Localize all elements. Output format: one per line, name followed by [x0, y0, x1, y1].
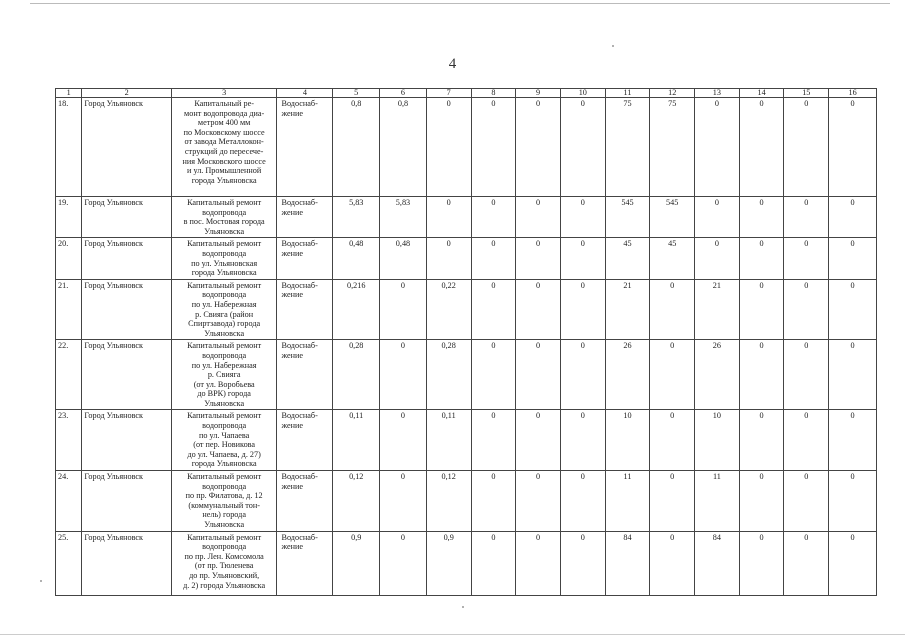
value-cell: 0	[784, 410, 829, 471]
value-cell: 0	[516, 98, 561, 197]
municipality-cell: Город Ульяновск	[82, 340, 171, 410]
value-cell: 0,8	[333, 98, 380, 197]
value-cell: 0	[560, 471, 605, 532]
value-cell: 0,9	[333, 531, 380, 595]
value-cell: 0	[829, 531, 877, 595]
value-cell: 0,12	[426, 471, 471, 532]
municipality-cell: Город Ульяновск	[82, 197, 171, 238]
column-header: 3	[171, 89, 277, 98]
column-header: 8	[471, 89, 516, 98]
scan-edge-top	[30, 3, 890, 4]
column-header: 14	[739, 89, 784, 98]
project-description-cell: Капитальный ремонт водопровода в пос. Мостовая города Ульяновска	[171, 197, 277, 238]
value-cell: 0	[471, 340, 516, 410]
row-number-cell: 20.	[56, 238, 82, 279]
project-description-cell: Капитальный ремонт водопровода по ул. Набережная р. Свияга (район Спиртзавода) города Ульяновска	[171, 279, 277, 340]
value-cell: 75	[605, 98, 650, 197]
value-cell: 0	[784, 279, 829, 340]
project-description-cell: Капитальный ремонт водопровода по пр. Лен. Комсомола (от пр. Тюленева до пр. Ульяновский, д. 2) города Ульяновска	[171, 531, 277, 595]
value-cell: 0	[560, 197, 605, 238]
value-cell: 0	[560, 410, 605, 471]
value-cell: 0	[516, 279, 561, 340]
value-cell: 0	[739, 410, 784, 471]
project-description-cell: Капитальный ремонт водопровода по пр. Филатова, д. 12 (коммунальный тон- нель) города Ульяновска	[171, 471, 277, 532]
row-number-cell: 19.	[56, 197, 82, 238]
value-cell: 0,11	[426, 410, 471, 471]
value-cell: 0	[471, 197, 516, 238]
column-header: 1	[56, 89, 82, 98]
value-cell: 0	[650, 340, 695, 410]
value-cell: 0	[471, 238, 516, 279]
value-cell: 0	[560, 340, 605, 410]
column-header: 9	[516, 89, 561, 98]
value-cell: 0	[471, 531, 516, 595]
value-cell: 75	[650, 98, 695, 197]
value-cell: 0,48	[333, 238, 380, 279]
value-cell: 84	[695, 531, 740, 595]
value-cell: 0	[380, 531, 427, 595]
page-number: 4	[448, 56, 457, 72]
value-cell: 0	[650, 531, 695, 595]
value-cell: 0	[739, 471, 784, 532]
value-cell: 0	[739, 238, 784, 279]
value-cell: 0	[739, 340, 784, 410]
table-row	[56, 471, 877, 532]
value-cell: 26	[695, 340, 740, 410]
column-header: 11	[605, 89, 650, 98]
column-header: 5	[333, 89, 380, 98]
value-cell: 0	[650, 279, 695, 340]
value-cell: 0	[560, 531, 605, 595]
category-cell: Водоснаб- жение	[277, 197, 333, 238]
table-row	[56, 279, 877, 340]
row-number-cell: 22.	[56, 340, 82, 410]
table-body	[56, 98, 877, 596]
value-cell: 0	[516, 531, 561, 595]
value-cell: 0	[471, 410, 516, 471]
value-cell: 0	[829, 471, 877, 532]
value-cell: 21	[695, 279, 740, 340]
value-cell: 0	[784, 340, 829, 410]
value-cell: 545	[605, 197, 650, 238]
table-row	[56, 340, 877, 410]
value-cell: 5,83	[380, 197, 427, 238]
column-header: 2	[82, 89, 171, 98]
scan-speck	[40, 580, 42, 582]
value-cell: 0	[739, 197, 784, 238]
value-cell: 0	[560, 98, 605, 197]
municipality-cell: Город Ульяновск	[82, 279, 171, 340]
value-cell: 0	[560, 279, 605, 340]
value-cell: 0	[426, 98, 471, 197]
value-cell: 11	[695, 471, 740, 532]
value-cell: 0	[516, 410, 561, 471]
table-row	[56, 410, 877, 471]
value-cell: 0	[380, 279, 427, 340]
column-header: 15	[784, 89, 829, 98]
column-header: 13	[695, 89, 740, 98]
value-cell: 11	[605, 471, 650, 532]
row-number-cell: 23.	[56, 410, 82, 471]
value-cell: 0	[784, 471, 829, 532]
value-cell: 0	[471, 471, 516, 532]
column-header: 16	[829, 89, 877, 98]
project-description-cell: Капитальный ремонт водопровода по ул. Набережная р. Свияга (от ул. Воробьева до ВРК) города Ульяновска	[171, 340, 277, 410]
municipality-cell: Город Ульяновск	[82, 98, 171, 197]
column-header: 10	[560, 89, 605, 98]
row-number-cell: 24.	[56, 471, 82, 532]
value-cell: 0,28	[426, 340, 471, 410]
value-cell: 0	[516, 340, 561, 410]
value-cell: 84	[605, 531, 650, 595]
project-description-cell: Капитальный ремонт водопровода по ул. Ульяновская города Ульяновска	[171, 238, 277, 279]
value-cell: 0	[695, 98, 740, 197]
value-cell: 45	[650, 238, 695, 279]
value-cell: 0	[516, 471, 561, 532]
value-cell: 0,8	[380, 98, 427, 197]
category-cell: Водоснаб- жение	[277, 410, 333, 471]
municipality-cell: Город Ульяновск	[82, 531, 171, 595]
value-cell: 0	[784, 238, 829, 279]
value-cell: 21	[605, 279, 650, 340]
value-cell: 0	[829, 98, 877, 197]
program-table	[55, 88, 877, 596]
category-cell: Водоснаб- жение	[277, 98, 333, 197]
value-cell: 0	[516, 197, 561, 238]
value-cell: 0	[739, 98, 784, 197]
category-cell: Водоснаб- жение	[277, 279, 333, 340]
value-cell: 10	[695, 410, 740, 471]
column-header: 6	[380, 89, 427, 98]
value-cell: 545	[650, 197, 695, 238]
value-cell: 0	[380, 340, 427, 410]
value-cell: 0	[784, 197, 829, 238]
header-row	[56, 89, 877, 98]
value-cell: 0	[784, 531, 829, 595]
value-cell: 0,12	[333, 471, 380, 532]
value-cell: 0	[695, 238, 740, 279]
category-cell: Водоснаб- жение	[277, 238, 333, 279]
row-number-cell: 18.	[56, 98, 82, 197]
column-header: 7	[426, 89, 471, 98]
value-cell: 0	[426, 197, 471, 238]
value-cell: 0	[829, 410, 877, 471]
table-row	[56, 531, 877, 595]
scan-speck	[612, 45, 614, 47]
table-row	[56, 98, 877, 197]
value-cell: 0,216	[333, 279, 380, 340]
value-cell: 0	[784, 98, 829, 197]
value-cell: 0	[380, 471, 427, 532]
value-cell: 0,11	[333, 410, 380, 471]
value-cell: 10	[605, 410, 650, 471]
value-cell: 0,48	[380, 238, 427, 279]
municipality-cell: Город Ульяновск	[82, 471, 171, 532]
value-cell: 0	[739, 279, 784, 340]
municipality-cell: Город Ульяновск	[82, 238, 171, 279]
scan-speck	[462, 606, 464, 608]
value-cell: 0	[560, 238, 605, 279]
column-header: 12	[650, 89, 695, 98]
value-cell: 0	[516, 238, 561, 279]
project-description-cell: Капитальный ре- монт водопровода диа- метром 400 мм по Московскому шоссе от завода Металлокон- струкций до пересече- ния Московского шоссе и ул. Промышленной города Ульяновска	[171, 98, 277, 197]
value-cell: 0	[650, 471, 695, 532]
value-cell: 0,9	[426, 531, 471, 595]
category-cell: Водоснаб- жение	[277, 471, 333, 532]
value-cell: 0	[695, 197, 740, 238]
value-cell: 0	[739, 531, 784, 595]
row-number-cell: 25.	[56, 531, 82, 595]
scan-edge-bottom	[0, 634, 905, 635]
value-cell: 0	[380, 410, 427, 471]
value-cell: 45	[605, 238, 650, 279]
value-cell: 0,22	[426, 279, 471, 340]
value-cell: 0	[829, 340, 877, 410]
value-cell: 0,28	[333, 340, 380, 410]
column-header: 4	[277, 89, 333, 98]
table-row	[56, 197, 877, 238]
project-description-cell: Капитальный ремонт водопровода по ул. Чапаева (от пер. Новикова до ул. Чапаева, д. 27) города Ульяновска	[171, 410, 277, 471]
municipality-cell: Город Ульяновск	[82, 410, 171, 471]
value-cell: 0	[829, 279, 877, 340]
category-cell: Водоснаб- жение	[277, 531, 333, 595]
value-cell: 0	[650, 410, 695, 471]
table-row	[56, 238, 877, 279]
value-cell: 26	[605, 340, 650, 410]
value-cell: 0	[426, 238, 471, 279]
table-container	[55, 88, 877, 596]
category-cell: Водоснаб- жение	[277, 340, 333, 410]
value-cell: 5,83	[333, 197, 380, 238]
value-cell: 0	[471, 279, 516, 340]
value-cell: 0	[471, 98, 516, 197]
row-number-cell: 21.	[56, 279, 82, 340]
value-cell: 0	[829, 197, 877, 238]
value-cell: 0	[829, 238, 877, 279]
